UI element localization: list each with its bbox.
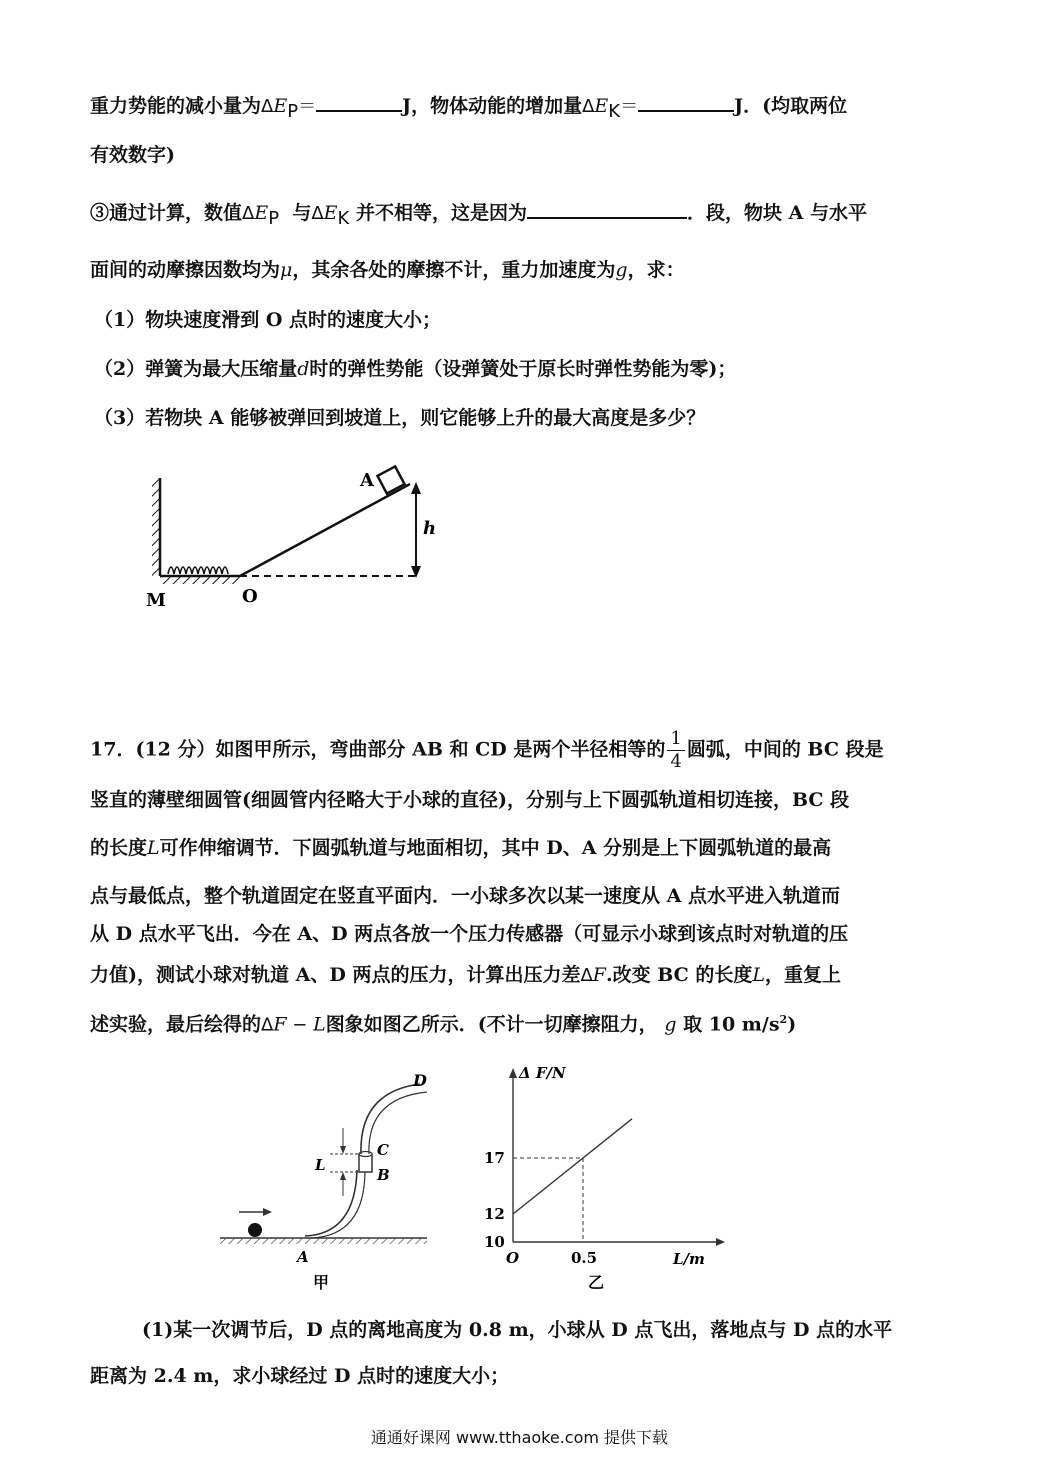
y-tick-12: 12 xyxy=(484,1205,505,1223)
text: ) xyxy=(787,1013,797,1036)
text: ③通过计算，数值 xyxy=(90,202,243,224)
question-1 xyxy=(94,306,441,334)
p17-line-1 xyxy=(90,728,884,773)
x-axis-label: L/m xyxy=(673,1250,705,1268)
subscript-k: K xyxy=(608,100,621,122)
d-symbol: d xyxy=(297,358,310,380)
text: 述实验，最后绘得的 xyxy=(90,1013,262,1036)
label-c: C xyxy=(377,1141,389,1159)
label-a: A xyxy=(360,470,374,491)
track-figure xyxy=(215,1062,445,1294)
answer-blank-ek[interactable] xyxy=(638,92,734,112)
label-m: M xyxy=(146,590,166,611)
spring xyxy=(168,567,228,574)
caption-yi: 乙 xyxy=(588,1273,605,1292)
l-symbol: L xyxy=(313,1013,326,1036)
text: J．(均取两位 xyxy=(734,95,848,117)
text: 可作伸缩调节．下圆弧轨道与地面相切，其中 D、A 分别是上下圆弧轨道的最高 xyxy=(159,837,832,859)
text: 时的弹性势能（设弹簧处于原长时弹性势能为零)； xyxy=(309,358,737,380)
x-axis-arrow xyxy=(716,1238,725,1246)
p17-line-5 xyxy=(90,920,848,948)
p17-line-3 xyxy=(90,834,831,862)
energy-symbol: E xyxy=(273,95,288,117)
answer-blank-ep[interactable] xyxy=(316,92,402,112)
subscript-k: K xyxy=(337,207,350,229)
p17-line-7 xyxy=(90,1006,796,1039)
label-h: h xyxy=(423,518,437,539)
text: 面间的动摩擦因数均为 xyxy=(90,259,281,281)
label-a: A xyxy=(297,1248,309,1266)
fraction-numerator: 1 xyxy=(667,728,684,751)
text: .改变 BC 的长度 xyxy=(605,964,753,986)
equals: ＝ xyxy=(620,96,639,117)
question-2 xyxy=(94,355,736,383)
delta-symbol: Δ xyxy=(261,1014,274,1036)
energy-symbol: E xyxy=(254,202,269,224)
y-axis-arrow xyxy=(509,1068,517,1078)
f-symbol: F xyxy=(592,964,606,986)
text: 圆弧，中间的 BC 段是 xyxy=(686,738,884,761)
dim-arrow-top-head xyxy=(340,1146,346,1154)
fraction-quarter xyxy=(667,728,684,773)
label-l: L xyxy=(315,1156,326,1174)
y-tick-17: 17 xyxy=(484,1149,505,1167)
l-symbol: L xyxy=(752,964,765,986)
text: 从 D 点水平飞出．今在 A、D 两点各放一个压力传感器（可显示小球到该点时对轨道的压 xyxy=(90,923,849,945)
label-o: O xyxy=(242,586,258,607)
text: 有效数字) xyxy=(90,144,175,166)
text: ．段，物块 A 与水平 xyxy=(686,202,867,224)
delta-symbol: Δ xyxy=(261,96,274,117)
energy-symbol: E xyxy=(323,202,338,224)
text: 点与最低点，整个轨道固定在竖直平面内．一小球多次以某一速度从 A 点水平进入轨道而 xyxy=(90,885,840,907)
g-symbol: g xyxy=(664,1013,677,1036)
text: （3）若物块 A 能够被弹回到坡道上，则它能够上升的最大高度是多少？ xyxy=(94,407,706,429)
minus: − xyxy=(286,1014,314,1036)
label-b: B xyxy=(377,1166,390,1184)
subscript-p: P xyxy=(268,207,280,229)
wall-hatch xyxy=(152,478,160,576)
label-d: D xyxy=(413,1071,427,1090)
subscript-p: P xyxy=(287,100,299,122)
incline xyxy=(240,484,410,576)
y-axis-label: Δ F/N xyxy=(519,1064,566,1082)
text-line-4 xyxy=(90,256,685,284)
text: ，求： xyxy=(627,259,685,281)
delta-symbol: Δ xyxy=(580,965,593,986)
text-line-3 xyxy=(90,199,867,233)
text: J，物体动能的增加量 xyxy=(402,95,583,117)
p17-line-2 xyxy=(90,786,849,814)
fraction-denominator: 4 xyxy=(670,751,682,772)
lower-arc xyxy=(305,1170,357,1236)
y-tick-10: 10 xyxy=(484,1233,505,1251)
l-symbol: L xyxy=(147,837,160,859)
velocity-arrow-head xyxy=(263,1208,272,1216)
text: 17．(12 分）如图甲所示，弯曲部分 AB 和 CD 是两个半径相等的 xyxy=(90,738,666,761)
ball xyxy=(248,1223,262,1237)
text: 与 xyxy=(292,202,312,224)
text: 重力势能的减小量为 xyxy=(90,95,262,117)
sub-question-1 xyxy=(142,1316,892,1344)
p17-line-4 xyxy=(90,882,840,910)
energy-symbol: E xyxy=(594,95,609,117)
text-line-1 xyxy=(90,92,847,126)
mu-symbol: μ xyxy=(280,259,293,281)
x-tick-0-5: 0.5 xyxy=(571,1249,598,1267)
delta-symbol: Δ xyxy=(582,96,595,117)
text: （2）弹簧为最大压缩量 xyxy=(94,358,298,380)
p17-line-6 xyxy=(90,961,841,990)
caption-jia: 甲 xyxy=(313,1273,330,1292)
f-symbol: F xyxy=(273,1013,287,1036)
text: （1）物块速度滑到 O 点时的速度大小； xyxy=(94,309,442,331)
text: 取 10 m/s xyxy=(683,1013,780,1036)
question-3 xyxy=(94,404,705,432)
g-symbol: g xyxy=(615,259,628,281)
dim-arrow-bottom-head xyxy=(340,1172,346,1180)
incline-spring-figure xyxy=(140,458,460,618)
arrow-head-up xyxy=(411,482,421,494)
sub-question-1-cont xyxy=(90,1362,509,1390)
origin-label: O xyxy=(506,1249,520,1267)
footer: 通通好课网 www.tthaoke.com 提供下载 xyxy=(370,1428,669,1447)
delta-symbol: Δ xyxy=(242,203,255,224)
text: (1)某一次调节后，D 点的离地高度为 0.8 m，小球从 D 点飞出，落地点与 D 点的水平 xyxy=(142,1319,893,1341)
text: ，其余各处的摩擦不计，重力加速度为 xyxy=(292,259,616,281)
equals: ＝ xyxy=(298,96,317,117)
text: 的长度 xyxy=(90,837,148,859)
text: 距离为 2.4 m，求小球经过 D 点时的速度大小； xyxy=(90,1365,510,1387)
ground-hatch xyxy=(220,1238,427,1244)
text: 力值)，测试小球对轨道 A、D 两点的压力，计算出压力差 xyxy=(90,964,581,986)
text: 竖直的薄壁细圆管(细圆管内径略大于小球的直径)，分别与上下圆弧轨道相切连接，BC 段 xyxy=(90,789,850,811)
floor-hatch xyxy=(160,576,240,584)
delta-f-vs-l-graph xyxy=(478,1058,740,1298)
text: ，重复上 xyxy=(764,964,841,986)
superscript-2: 2 xyxy=(779,1013,788,1026)
data-line xyxy=(513,1119,632,1214)
text: 并不相等，这是因为 xyxy=(355,202,527,224)
text: 图象如图乙所示．(不计一切摩擦阻力， xyxy=(325,1013,658,1036)
answer-blank-reason[interactable] xyxy=(527,199,687,219)
text-line-2 xyxy=(90,141,175,169)
delta-symbol: Δ xyxy=(311,203,324,224)
